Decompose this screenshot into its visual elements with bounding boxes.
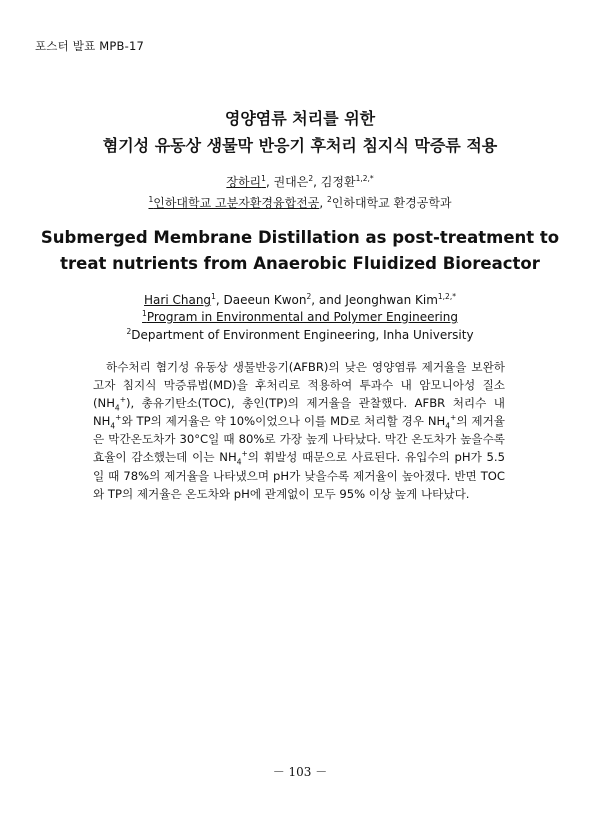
- english-affiliation-2: $^2$Department of Environment Engineering, Inha University: [126, 327, 474, 342]
- english-title-line2: treat nutrients from Anaerobic Fluidized Bioreactor: [60, 254, 540, 273]
- english-author-3: Jeonghwan Kim$^{1,2,*}$: [345, 292, 456, 307]
- abstract: [93, 358, 505, 503]
- korean-author-1: 장하리$^1$: [226, 174, 266, 189]
- korean-author-2: 권대은$^2$: [273, 174, 314, 189]
- poster-header: 포스터 발표 MPB-17: [35, 39, 144, 53]
- and-word: and: [318, 293, 342, 307]
- english-author-2: Daeeun Kwon$^2$: [223, 292, 312, 307]
- korean-author-3: 김정환$^{1,2,*}$: [320, 174, 374, 189]
- korean-affiliation-1: $^1$인하대학교 고분자환경융합전공: [148, 195, 320, 210]
- korean-authors: 장하리$^1$, 권대은$^2$, 김정환$^{1,2,*}$: [226, 174, 374, 189]
- page-number: － 103 －: [272, 765, 328, 779]
- korean-affiliation-2: $^2$인하대학교 환경공학과: [327, 195, 452, 210]
- korean-affiliations: $^1$인하대학교 고분자환경융합전공, $^2$인하대학교 환경공학과: [148, 195, 452, 210]
- english-authors: Hari Chang$^1$, Daeeun Kwon$^2$, and Jeonghwan Kim$^{1,2,*}$: [144, 292, 456, 307]
- english-author-1: Hari Chang: [144, 293, 212, 307]
- english-title-line1: Submerged Membrane Distillation as post-treatment to: [40, 228, 560, 247]
- english-affiliation-1: $^1$Program in Environmental and Polymer Engineering: [142, 309, 458, 324]
- abstract-paragraph: 하수처리 혐기성 유동상 생물반응기(AFBR)의 낮은 영양염류 제거율을 보완하고자 침지식 막증류법(MD)을 후처리로 적용하여 투과수 내 암모니아성 질소$(NH_4^+)$, 총유기탄소(TOC), 총인(TP)의 제거율을 관찰했다. AFBR 처리수 내 $NH_4^+$와 TP의 제거율은 약 10%이었으나 이를 MD로 처리할 경우 $NH_4^+$의 제거율은 막간온도차가 30°C일 때 80%로 가장 높게 나타났다. 막간 온도차가 높을수록 효율이 감소했는데 이는 $NH_4^+$의 휘발성 때문으로 사료된다. 유입수의 pH가 5.5일 때 78%의 제거율을 나타냈으며 pH가 낮을수록 제거율이 높아졌다. 반면 TOC와 TP의 제거율은 온도차와 pH에 관계없이 모두 95% 이상 높게 나타났다.: [93, 360, 506, 501]
- korean-title-line2: 혐기성 유동상 생물막 반응기 후처리 침지식 막증류 적용: [102, 136, 498, 155]
- korean-title-line1: 영양염류 처리를 위한: [224, 109, 376, 128]
